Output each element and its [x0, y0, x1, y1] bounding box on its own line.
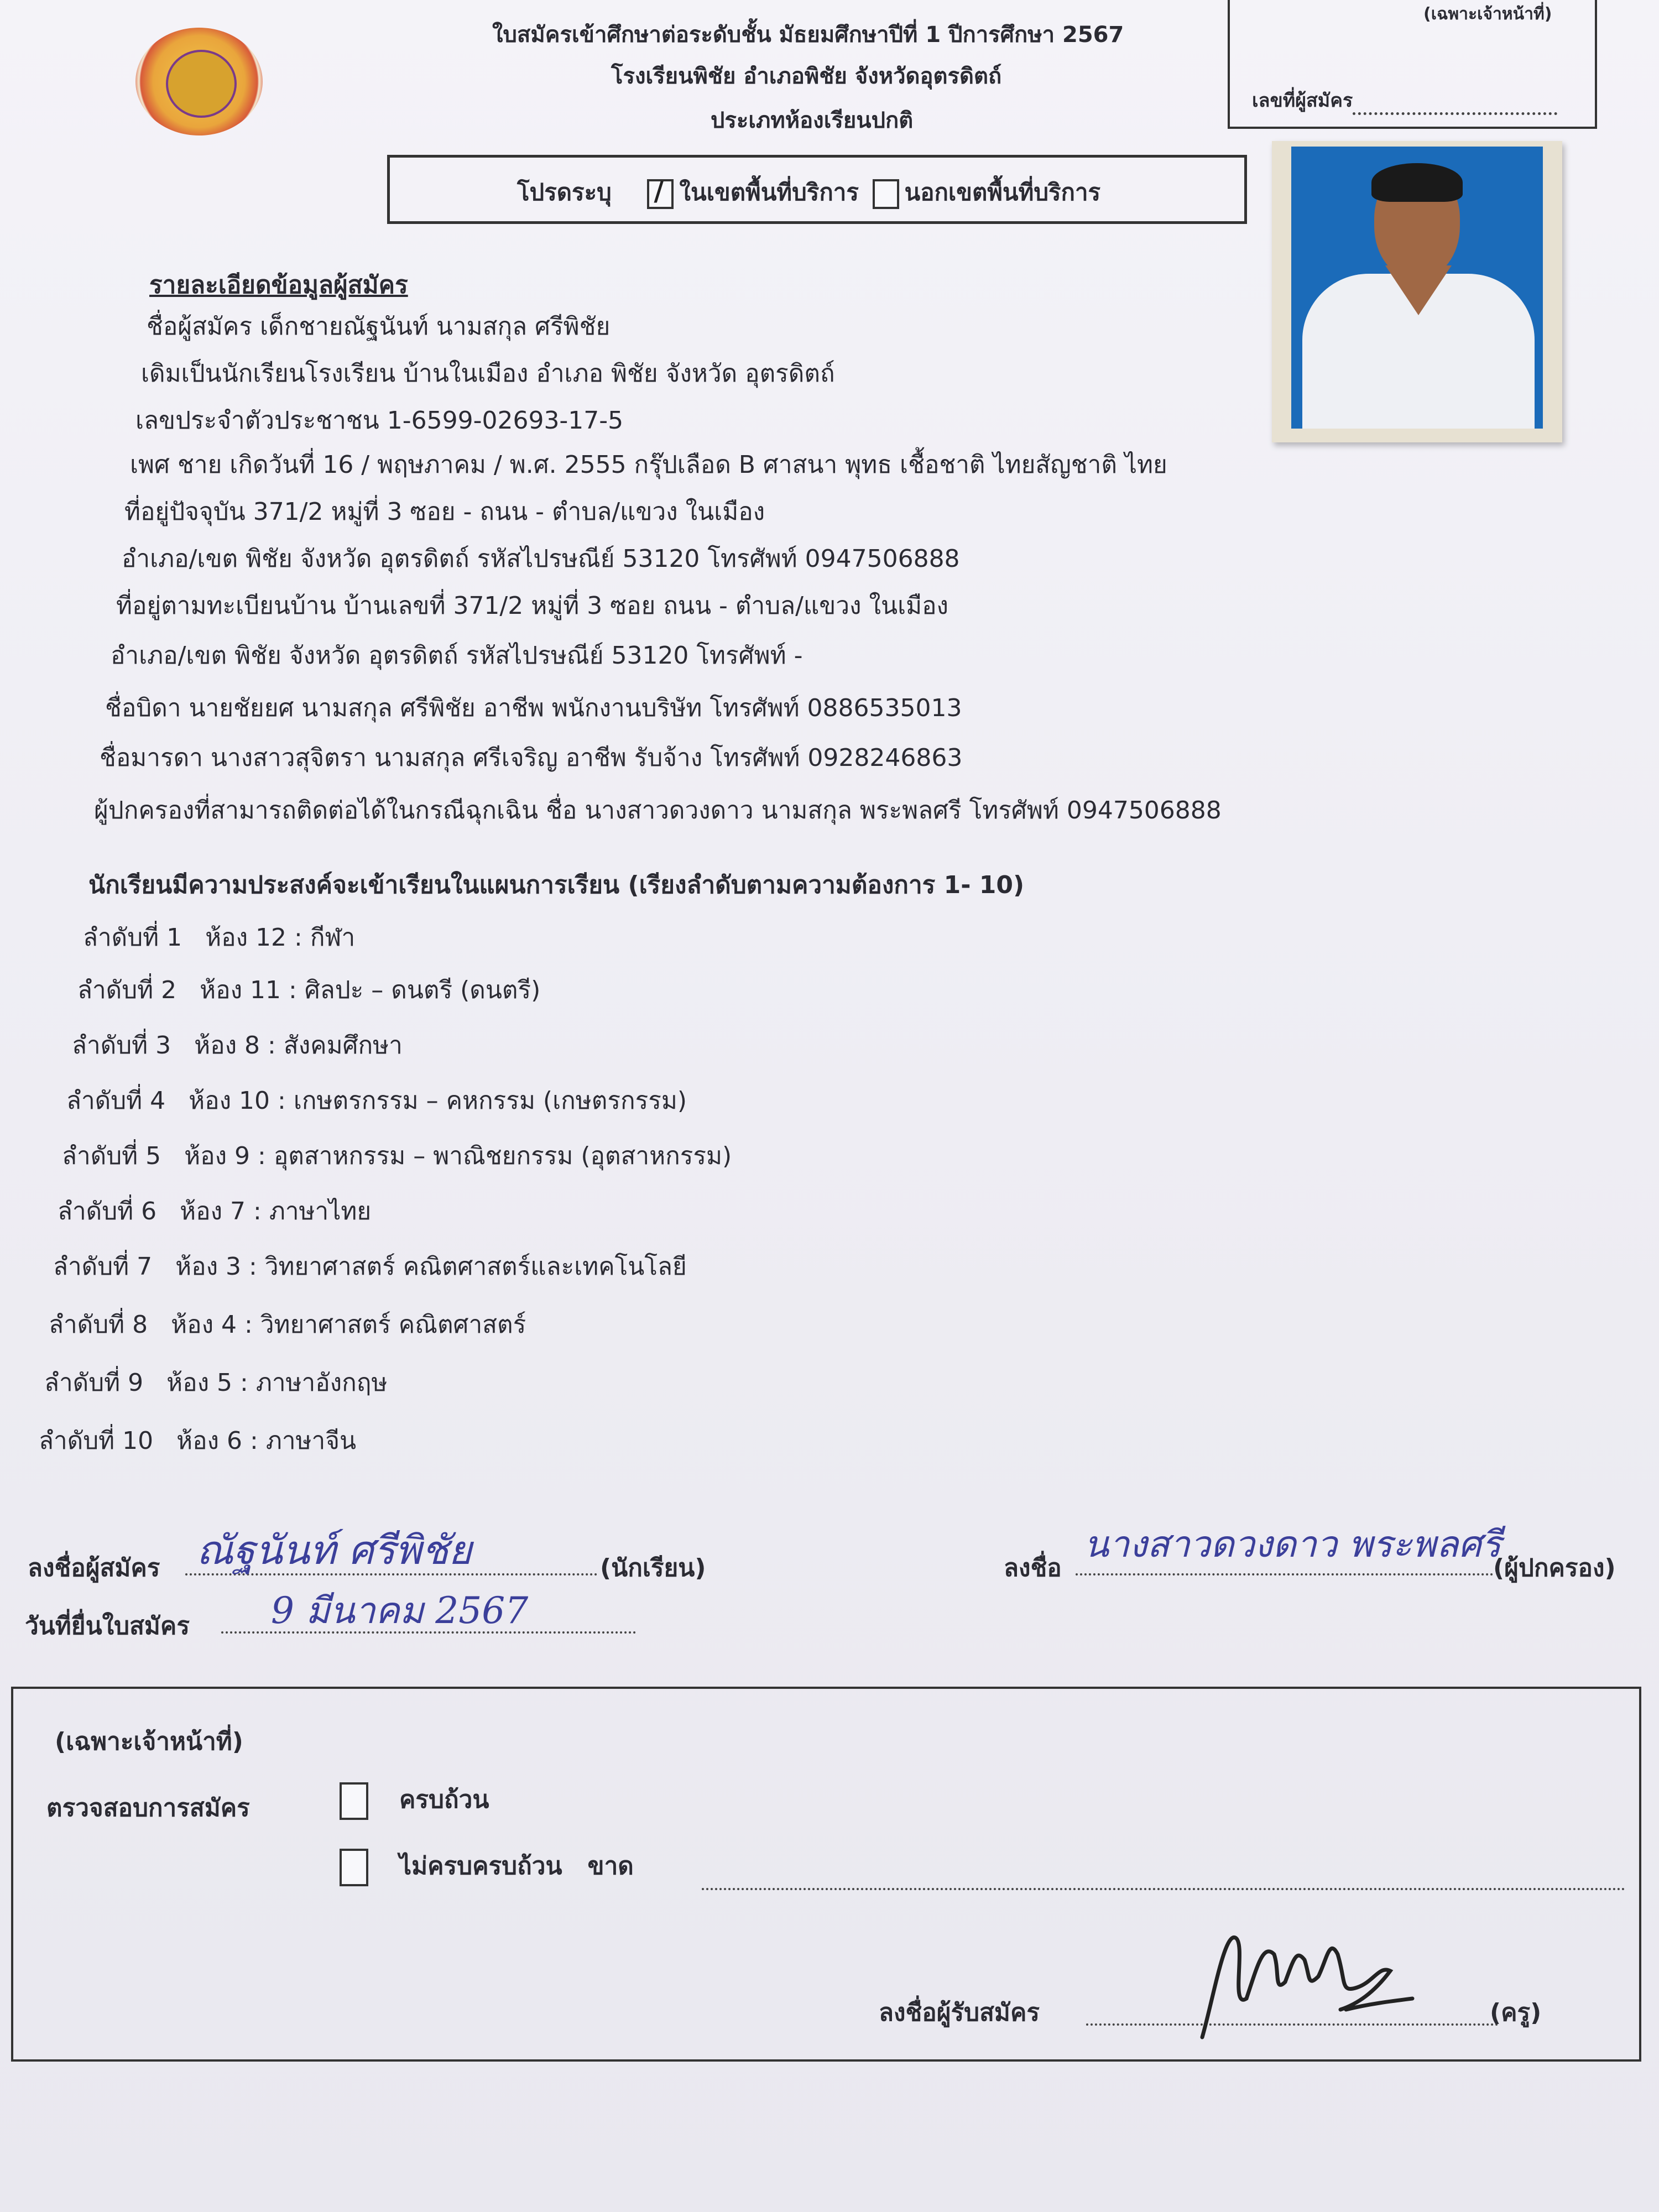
plan-room: ห้อง 4 : วิทยาศาสตร์ คณิตศาสตร์: [171, 1311, 526, 1339]
details-heading: รายละเอียดข้อมูลผู้สมัคร: [149, 271, 408, 299]
study-plan-heading: นักเรียนมีความประสงค์จะเข้าเรียนในแผนการเรียน (เรียงลำดับตามความต้องการ 1- 10): [88, 871, 1025, 899]
plan-room: ห้อง 6 : ภาษาจีน: [176, 1427, 357, 1455]
emergency-contact-line: ผู้ปกครองที่สามารถติดต่อได้ในกรณีฉุกเฉิน ชื่อ นางสาวดวงดาว นามสกุล พระพลศรี โทรศัพท์ 0947506888: [94, 796, 1222, 825]
applicant-number-field[interactable]: [1252, 85, 1557, 115]
service-area-box: [387, 155, 1247, 224]
official-use-label: (เฉพาะเจ้าหน้าที่): [1423, 4, 1552, 24]
school-emblem-icon: [135, 28, 263, 135]
personal-info-line: เพศ ชาย เกิดวันที่ 16 / พฤษภาคม / พ.ศ. 2555 กรุ๊ปเลือด B ศาสนา พุทธ เชื้อชาติ ไทยสัญชาติ ไทย: [130, 451, 1167, 479]
plan-rank: ลำดับที่ 5: [62, 1142, 161, 1170]
submission-date-label: วันที่ยื่นใบสมัคร: [25, 1612, 190, 1640]
plan-item: [44, 1363, 387, 1402]
current-address-line: ที่อยู่ปัจจุบัน 371/2 หมู่ที่ 3 ซอย - ถนน - ตำบล/แขวง ในเมือง: [124, 498, 765, 526]
plan-item: [66, 1081, 687, 1120]
father-line: ชื่อบิดา นายชัยยศ นามสกุล ศรีพิชัย อาชีพ พนักงานบริษัท โทรศัพท์ 0886535013: [105, 694, 962, 722]
plan-rank: ลำดับที่ 2: [77, 976, 177, 1004]
plan-item: [39, 1421, 356, 1460]
plan-room: ห้อง 5 : ภาษาอังกฤษ: [166, 1369, 388, 1397]
plan-rank: ลำดับที่ 7: [53, 1253, 153, 1281]
previous-school-line: เดิมเป็นนักเรียนโรงเรียน บ้านในเมือง อำเภอ พิชัย จังหวัด อุตรดิตถ์: [141, 359, 835, 388]
plan-item: [72, 1026, 403, 1065]
outside-area-checkbox[interactable]: [873, 179, 899, 209]
plan-room: ห้อง 3 : วิทยาศาสตร์ คณิตศาสตร์และเทคโนโลยี: [175, 1253, 687, 1281]
class-type: ประเภทห้องเรียนปกติ: [711, 108, 914, 133]
mother-line: ชื่อมารดา นางสาวสุจิตรา นามสกุล ศรีเจริญ อาชีพ รับจ้าง โทรศัพท์ 0928246863: [100, 744, 963, 772]
plan-rank: ลำดับที่ 3: [72, 1031, 171, 1060]
complete-label: ครบถ้วน: [399, 1786, 489, 1814]
application-check-label: ตรวจสอบการสมัคร: [46, 1794, 250, 1822]
school-name: โรงเรียนพิชัย อำเภอพิชัย จังหวัดอุตรดิตถ์: [611, 64, 1002, 89]
missing-items-field[interactable]: [702, 1855, 1625, 1890]
applicant-name-line: ชื่อผู้สมัคร เด็กชายณัฐนันท์ นามสกุล ศรีพิชัย: [147, 312, 611, 341]
applicant-signature-label: ลงชื่อผู้สมัคร: [28, 1554, 160, 1582]
plan-rank: ลำดับที่ 8: [49, 1311, 148, 1339]
guardian-role: (ผู้ปกครอง): [1493, 1554, 1616, 1582]
plan-room: ห้อง 8 : สังคมศึกษา: [194, 1031, 403, 1060]
official-use-box: [1228, 0, 1597, 129]
plan-room: ห้อง 7 : ภาษาไทย: [180, 1197, 372, 1225]
plan-room: ห้อง 12 : กีฬา: [205, 924, 356, 952]
plan-rank: ลำดับที่ 9: [44, 1369, 144, 1397]
plan-rank: ลำดับที่ 6: [58, 1197, 157, 1225]
applicant-photo: [1272, 141, 1562, 442]
plan-item: [77, 971, 540, 1009]
plan-item: [53, 1247, 687, 1286]
receiver-signature-scribble: [1191, 1899, 1423, 2054]
incomplete-label: ไม่ครบครบถ้วน: [399, 1852, 562, 1880]
missing-label: ขาด: [587, 1852, 634, 1880]
plan-rank: ลำดับที่ 10: [39, 1427, 154, 1455]
registered-address-line: ที่อยู่ตามทะเบียนบ้าน บ้านเลขที่ 371/2 หมู่ที่ 3 ซอย ถนน - ตำบล/แขวง ในเมือง: [116, 592, 949, 620]
inside-area-checkbox[interactable]: [647, 179, 674, 209]
plan-rank: ลำดับที่ 1: [83, 924, 182, 952]
guardian-signature-label: ลงชื่อ: [1004, 1554, 1062, 1582]
submission-date: 9 มีนาคม 2567: [271, 1589, 529, 1632]
receiver-signature-label: ลงชื่อผู้รับสมัคร: [879, 1999, 1040, 2027]
official-use-label-bottom: (เฉพาะเจ้าหน้าที่): [55, 1728, 243, 1756]
complete-option: [334, 1780, 489, 1820]
guardian-signature: นางสาวดวงดาว พระพลศรี: [1084, 1523, 1501, 1566]
service-area-prompt: โปรดระบุ: [517, 179, 612, 206]
plan-item: [49, 1305, 526, 1344]
current-district-line: อำเภอ/เขต พิชัย จังหวัด อุตรดิตถ์ รหัสไปรษณีย์ 53120 โทรศัพท์ 0947506888: [122, 545, 960, 573]
outside-area-label: นอกเขตพื้นที่บริการ: [904, 179, 1101, 206]
plan-item: [83, 918, 355, 957]
official-check-box: [11, 1687, 1641, 2062]
incomplete-checkbox[interactable]: [340, 1849, 368, 1886]
complete-checkbox[interactable]: [340, 1782, 368, 1820]
applicant-number-label: เลขที่ผู้สมัคร: [1252, 90, 1353, 112]
plan-room: ห้อง 11 : ศิลปะ – ดนตรี (ดนตรี): [200, 976, 541, 1004]
form-title: ใบสมัครเข้าศึกษาต่อระดับชั้น มัธยมศึกษาปีที่ 1 ปีการศึกษา 2567: [492, 22, 1124, 48]
plan-item: [62, 1136, 732, 1175]
incomplete-option: [334, 1846, 634, 1886]
plan-room: ห้อง 10 : เกษตรกรรม – คหกรรม (เกษตรกรรม): [189, 1087, 687, 1115]
receiver-role: (ครู): [1490, 1999, 1542, 2027]
inside-area-label: ในเขตพื้นที่บริการ: [679, 179, 859, 206]
plan-rank: ลำดับที่ 4: [66, 1087, 166, 1115]
registered-district-line: อำเภอ/เขต พิชัย จังหวัด อุตรดิตถ์ รหัสไปรษณีย์ 53120 โทรศัพท์ -: [111, 641, 803, 670]
national-id-line: เลขประจำตัวประชาชน 1-6599-02693-17-5: [135, 406, 624, 435]
plan-item: [58, 1192, 371, 1230]
applicant-role: (นักเรียน): [600, 1554, 706, 1582]
plan-room: ห้อง 9 : อุตสาหกรรม – พาณิชยกรรม (อุตสาหกรรม): [184, 1142, 732, 1170]
applicant-signature: ณัฐนันท์ ศรีพิชัย: [196, 1527, 472, 1573]
